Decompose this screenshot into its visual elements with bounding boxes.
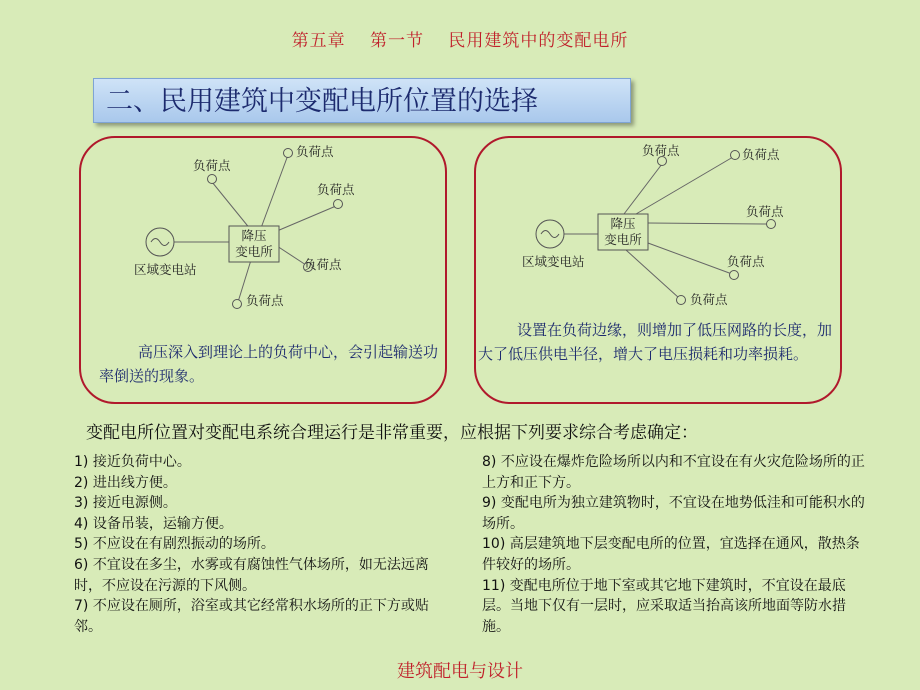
requirements-list-right [482,452,866,637]
load-edge-caption: 设置在负荷边缘，则增加了低压网路的长度，加大了低压供电半径，增大了电压损耗和功率损耗。 [478,321,833,363]
hub-label-line1: 降压 [241,228,267,243]
course-title: 建筑配电与设计 [397,661,523,682]
load-point-label: 负荷点 [193,158,231,173]
list-item: 4) 设备吊装，运输方便。 [74,515,233,532]
load-point-label: 负荷点 [642,143,680,158]
requirements-list-left [74,452,454,637]
list-item: 10) 高层建筑地下层变配电所的位置，宜选择在通风，散热条件较好的场所。 [482,536,860,573]
list-item: 6) 不宜设在多尘，水雾或有腐蚀性气体场所，如无法远离时，不应设在污源的下风侧。 [74,556,429,594]
list-item: 2) 进出线方便。 [74,474,177,491]
list-item: 8) 不应设在爆炸危险场所以内和不宜设在有火灾危险场所的正上方和正下方。 [482,454,865,491]
load-point-label: 负荷点 [746,204,784,219]
load-point-label: 负荷点 [690,292,728,307]
hub-label-line2: 变电所 [235,244,273,259]
intro-text: 变配电所位置对变配电系统合理运行是非常重要，应根据下列要求综合考虑确定： [86,423,698,443]
list-item: 11) 变配电所位于地下室或其它地下建筑时，不宜设在最底层。当地下仅有一层时，应采取适当抬高该所地面等防水措施。 [482,577,846,635]
list-item: 5) 不应设在有剧烈振动的场所。 [74,536,275,553]
load-center-caption: 高压深入到理论上的负荷中心，会引起输送功率倒送的现象。 [99,343,439,385]
load-point-label: 负荷点 [304,257,342,272]
list-item: 3) 接近电源侧。 [74,495,177,512]
source-label: 区域变电站 [522,254,585,269]
source-label: 区域变电站 [134,262,197,277]
hub-label-line1: 降压 [610,216,636,231]
chapter-title: 第五章 第一节 民用建筑中的变配电所 [291,31,629,51]
list-item: 9) 变配电所为独立建筑物时，不宜设在地势低洼和可能积水的场所。 [482,495,865,532]
diagram-panel-load-center [79,136,447,404]
hub-label-line2: 变电所 [604,232,642,247]
load-point-label: 负荷点 [742,147,780,162]
load-point-label: 负荷点 [317,182,355,197]
load-point-label: 负荷点 [727,254,765,269]
load-point-label: 负荷点 [296,144,334,159]
list-item: 1) 接近负荷中心。 [74,454,191,470]
load-point-label: 负荷点 [246,293,284,308]
diagram-panel-load-edge [474,136,842,404]
section-banner: 二、民用建筑中变配电所位置的选择 [93,78,631,123]
list-item: 7) 不应设在厕所，浴室或其它经常积水场所的正下方或贴邻。 [74,598,429,635]
